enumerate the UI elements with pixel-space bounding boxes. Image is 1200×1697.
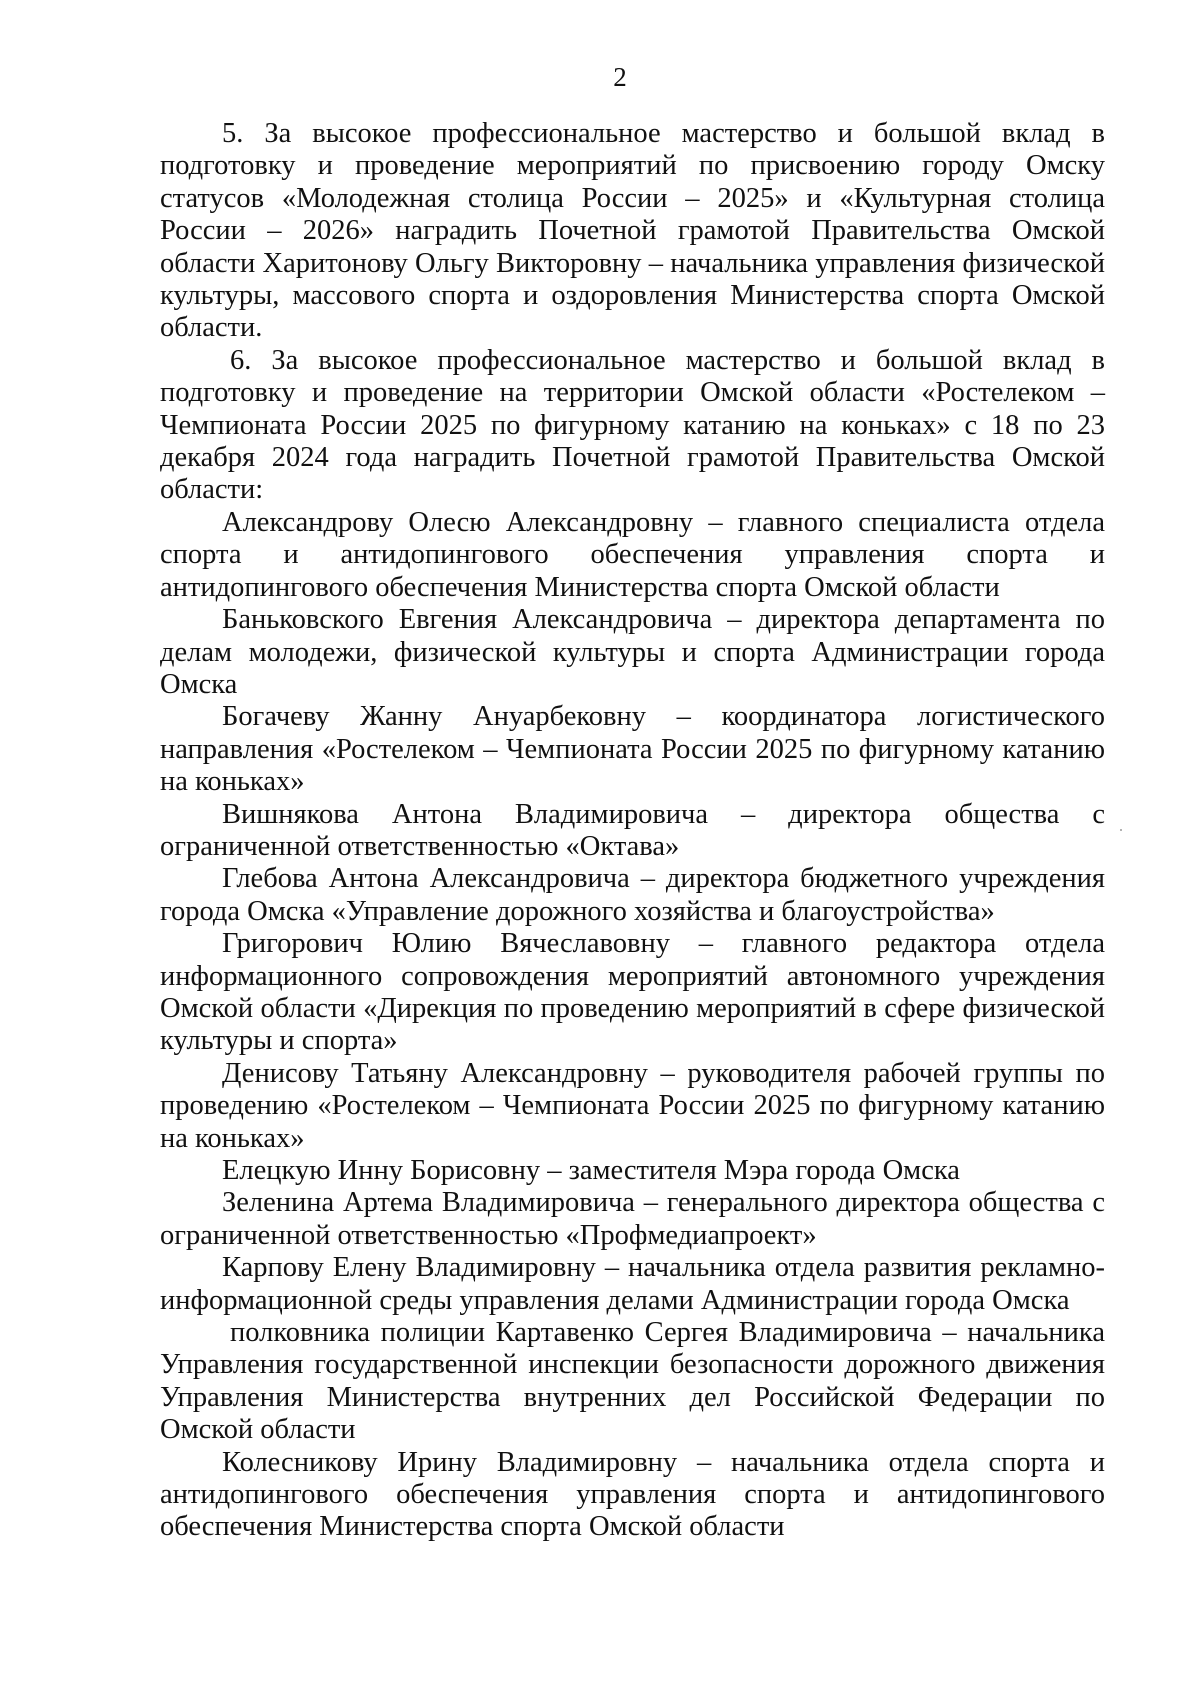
awardee-glebov: Глебова Антона Александровича – директора бюджетного учреждения города Омска «Управление дорожного хозяйства и благоустройства»	[160, 863, 1105, 927]
page-number: 2	[613, 62, 627, 92]
awardee-bankovsky: Баньковского Евгения Александровича – директора департамента по делам молодежи, физической культуры и спорта Администрации города Омска	[160, 604, 1105, 700]
document-body	[160, 118, 1105, 1544]
awardee-denisova: Денисову Татьяну Александровну – руководителя рабочей группы по проведению «Ростелеком – Чемпионата России 2025 по фигурному катанию на коньках»	[160, 1057, 1105, 1154]
paragraph-item-6: 6. За высокое профессиональное мастерство и большой вклад в подготовку и проведение на территории Омской области «Ростелеком – Чемпионата России 2025 по фигурному катанию на коньках» с 18 по 23 декабря 2024 года наградить Почетной грамотой Правительства Омской области:	[160, 344, 1105, 506]
awardee-kartavenko: полковника полиции Картавенко Сергея Владимировича – начальника Управления государственной инспекции безопасности дорожного движения Управления Министерства внутренних дел Российской Федерации по Омской области	[160, 1317, 1105, 1446]
awardee-zelenin: Зеленина Артема Владимировича – генерального директора общества с ограниченной ответственностью «Профмедиапроект»	[160, 1187, 1105, 1251]
awardee-aleksandrova: Александрову Олесю Александровну – главного специалиста отдела спорта и антидопингового обеспечения управления спорта и антидопингового обеспечения Министерства спорта Омской области	[160, 506, 1105, 603]
awardee-grigorovich: Григорович Юлию Вячеславовну – главного редактора отдела информационного сопровождения мероприятий автономного учреждения Омской области «Дирекция по проведению мероприятий в сфере физической культуры и спорта»	[160, 928, 1105, 1057]
paragraph-item-5: 5. За высокое профессиональное мастерство и большой вклад в подготовку и проведение мероприятий по присвоению городу Омску статусов «Молодежная столица России – 2025» и «Культурная столица России – 2026» наградить Почетной грамотой Правительства Омской области Харитонову Ольгу Викторовну – начальника управления физической культуры, массового спорта и оздоровления Министерства спорта Омской области.	[160, 118, 1105, 344]
awardee-kolesnikova: Колесникову Ирину Владимировну – начальника отдела спорта и антидопингового обеспечения управления спорта и антидопингового обеспечения Министерства спорта Омской области	[160, 1446, 1105, 1543]
awardee-karpova: Карпову Елену Владимировну – начальника отдела развития рекламно-информационной среды управления делами Администрации города Омска	[160, 1252, 1105, 1316]
scan-speck	[1120, 829, 1122, 831]
awardee-vishnyakov: Вишнякова Антона Владимировича – директора общества с ограниченной ответственностью «Октава»	[160, 798, 1105, 862]
awardee-bogacheva: Богачеву Жанну Ануарбековну – координатора логистического направления «Ростелеком – Чемпионата России 2025 по фигурному катанию на коньках»	[160, 701, 1105, 798]
awardee-eletskaya: Елецкую Инну Борисовну – заместителя Мэра города Омска	[222, 1155, 960, 1186]
